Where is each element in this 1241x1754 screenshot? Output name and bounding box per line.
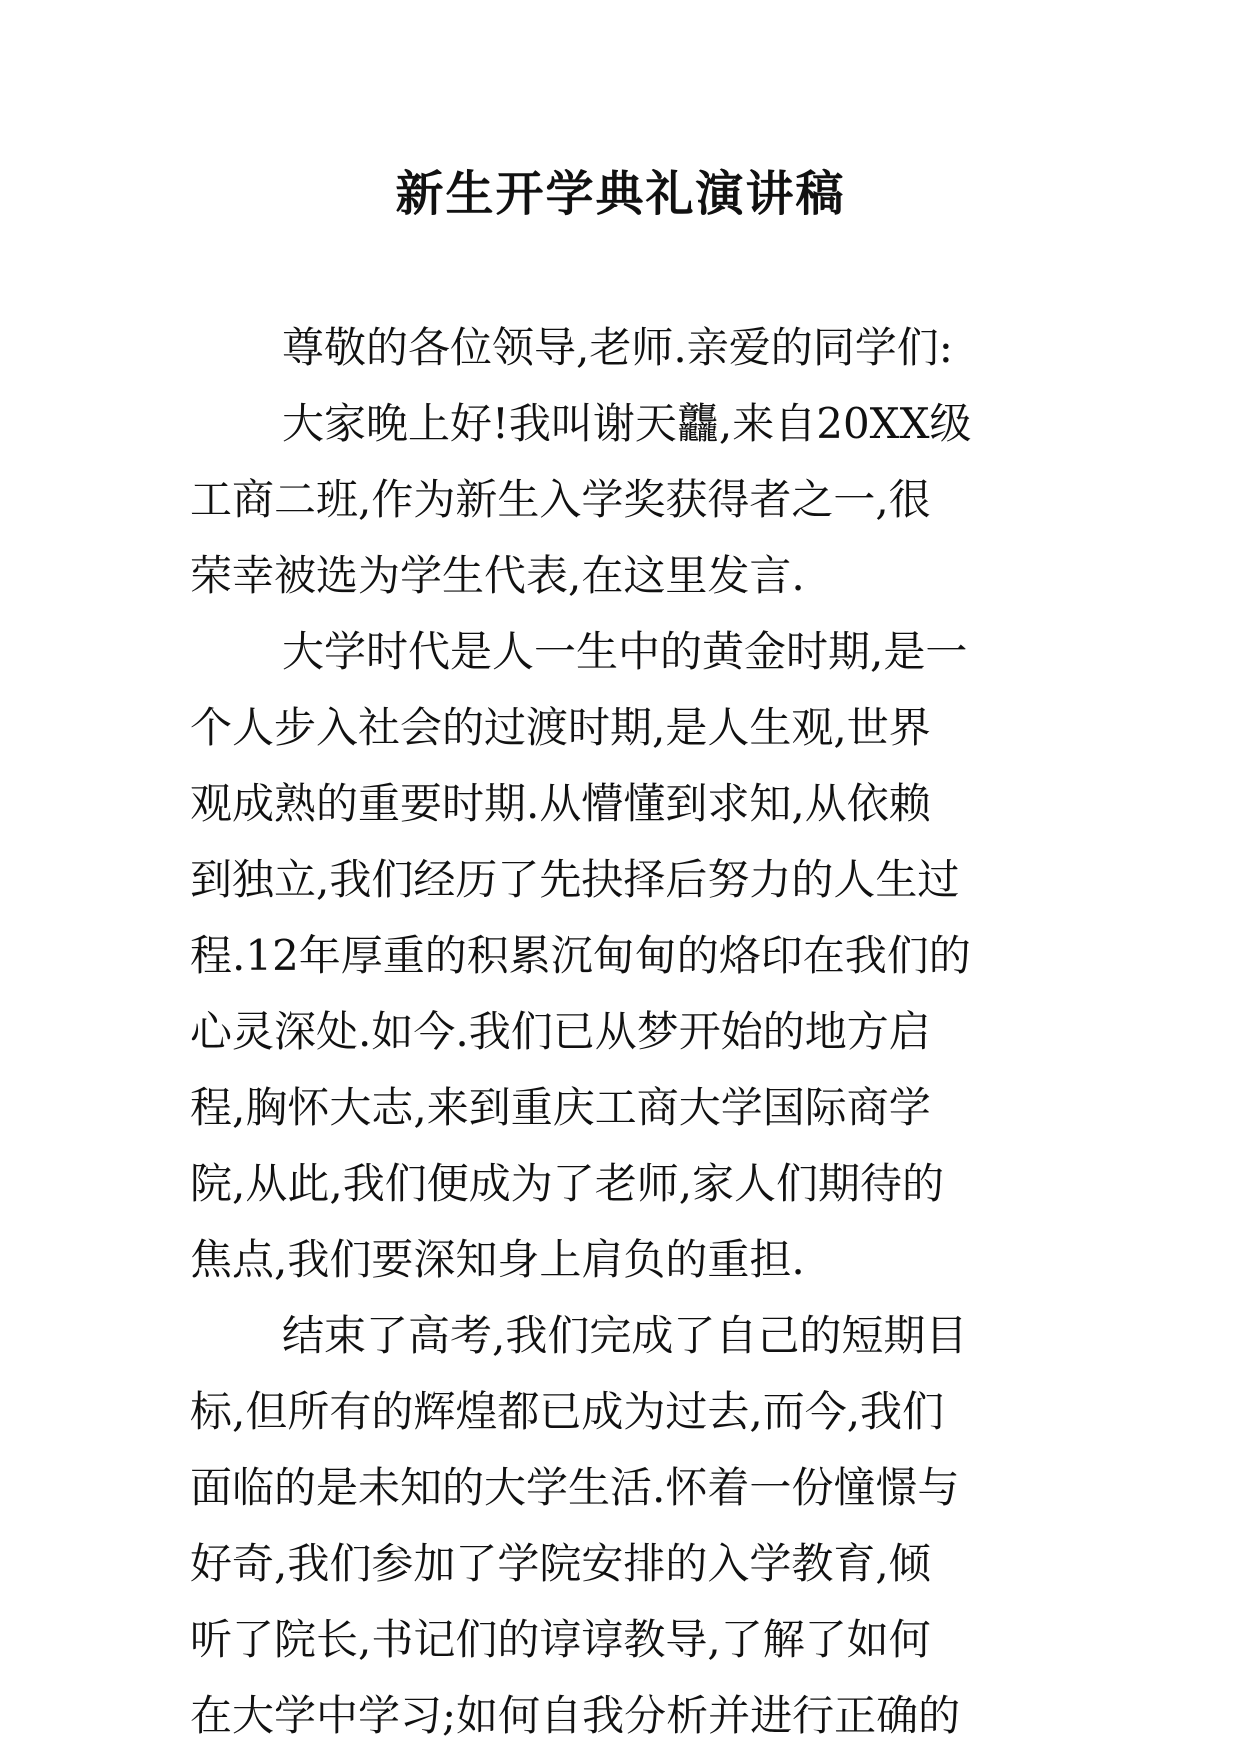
text-line: 结束了高考,我们完成了自己的短期目	[282, 1311, 968, 1360]
text-line: 大家晚上好!我叫谢天龘,来自20XX级	[282, 399, 972, 448]
text-line: 荣幸被选为学生代表,在这里发言.	[190, 551, 805, 600]
text-line: 院,从此,我们便成为了老师,家人们期待的	[190, 1159, 945, 1208]
text-line: 到独立,我们经历了先抉择后努力的人生过	[190, 855, 960, 904]
text-line: 程.12年厚重的积累沉甸甸的烙印在我们的	[190, 931, 971, 980]
text-line: 听了院长,书记们的谆谆教导,了解了如何	[190, 1615, 931, 1664]
text-line: 在大学中学习;如何自我分析并进行正确的	[190, 1691, 961, 1740]
text-line: 好奇,我们参加了学院安排的入学教育,倾	[190, 1539, 931, 1588]
text-line: 尊敬的各位领导,老师.亲爱的同学们:	[282, 323, 953, 372]
text-line: 观成熟的重要时期.从懵懂到求知,从依赖	[190, 779, 931, 828]
text-line: 焦点,我们要深知身上肩负的重担.	[190, 1235, 805, 1284]
text-line: 面临的是未知的大学生活.怀着一份憧憬与	[190, 1463, 960, 1512]
text-line: 大学时代是人一生中的黄金时期,是一	[282, 627, 968, 676]
document-title: 新生开学典礼演讲稿	[395, 166, 846, 222]
text-line: 工商二班,作为新生入学奖获得者之一,很	[190, 475, 931, 524]
text-line: 标,但所有的辉煌都已成为过去,而今,我们	[190, 1387, 945, 1436]
text-line: 程,胸怀大志,来到重庆工商大学国际商学	[190, 1083, 931, 1132]
text-line: 个人步入社会的过渡时期,是人生观,世界	[190, 703, 931, 752]
text-line: 心灵深处.如今.我们已从梦开始的地方启	[190, 1007, 931, 1056]
